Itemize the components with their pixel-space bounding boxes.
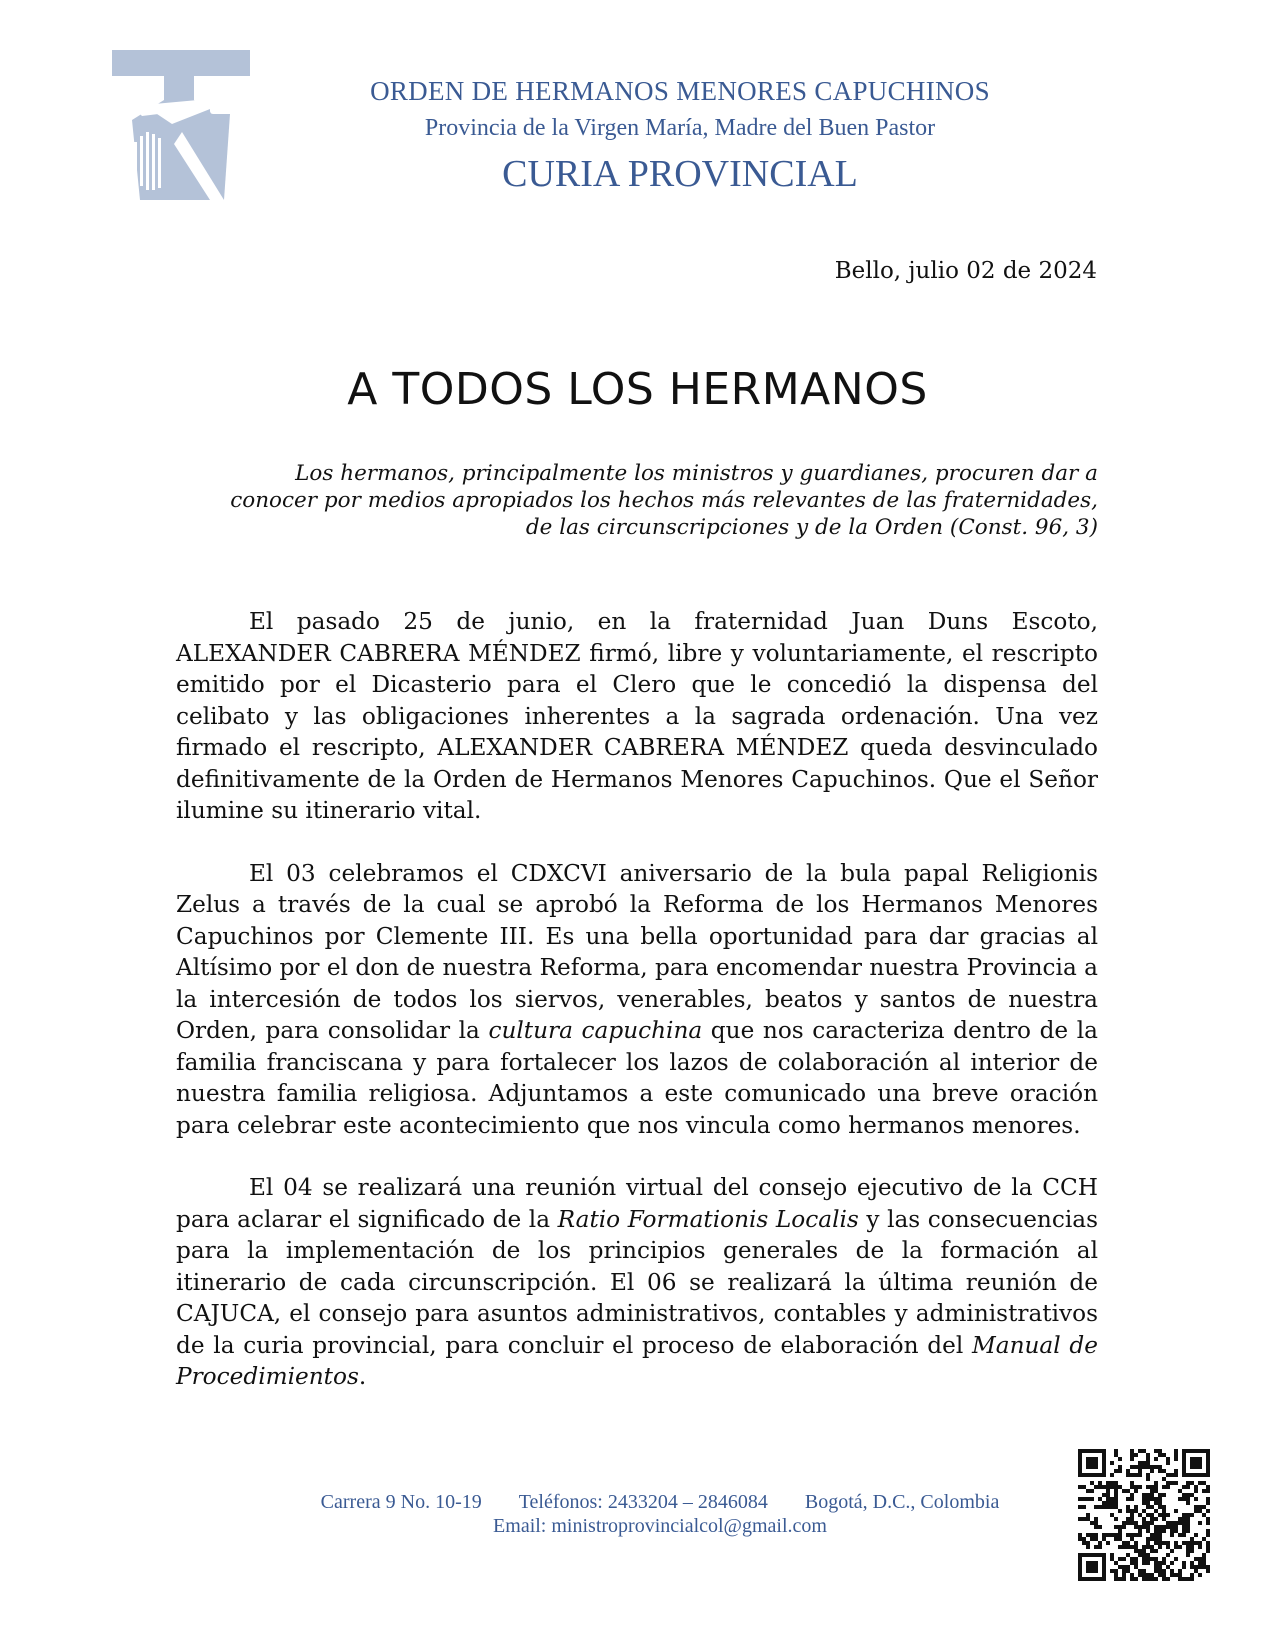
paragraph-text: que nos caracteriza dentro de la familia franciscana y para fortalecer los lazos de colaboración al interior de nuestra familia religiosa. Adjuntamos a este comunicado una breve oración para celebrar este acontecimiento que nos vincula como hermanos menores. — [176, 1017, 1098, 1139]
letterhead — [250, 72, 1110, 200]
letter-date: Bello, julio 02 de 2024 — [834, 258, 1097, 284]
emphasis-text: cultura capuchina — [488, 1017, 703, 1044]
paragraph-dispensation: El pasado 25 de junio, en la fraternidad Juan Duns Escoto, ALEXANDER CABRERA MÉNDEZ firmó, libre y voluntariamente, el rescripto emitido por el Dicasterio para el Clero que le concedió la dispensa del celibato y las obligaciones inherentes a la sagrada ordenación. Una vez firmado el rescripto, ALEXANDER CABRERA MÉNDEZ queda desvinculado definitivamente de la Orden de Hermanos Menores Capuchinos. Que el Señor ilumine su itinerario vital. — [176, 608, 1098, 824]
footer-email: Email: ministroprovincialcol@gmail.com — [493, 1515, 827, 1537]
capuchin-tau-crest-icon — [112, 50, 250, 205]
letter-footer — [200, 1490, 1120, 1538]
constitution-quote — [176, 460, 1098, 541]
paragraph-text: El 04 se realizará una reunión virtual del consejo ejecutivo de la CCH para aclarar el significado de la — [176, 1174, 1098, 1233]
quote-line: conocer por medios apropiados los hechos más relevantes de las fraternidades, — [230, 488, 1098, 513]
order-name: ORDEN DE HERMANOS MENORES CAPUCHINOS — [370, 76, 990, 106]
emphasis-text: Manual de Procedimientos — [176, 1331, 1098, 1390]
paragraph-text: . — [358, 1363, 367, 1390]
province-name: Provincia de la Virgen María, Madre del Buen Pastor — [424, 115, 936, 141]
paragraph-meetings — [176, 1172, 1098, 1393]
footer-contact-line — [200, 1490, 1120, 1514]
letter-title: A TODOS LOS HERMANOS — [347, 364, 928, 415]
footer-address: Carrera 9 No. 10-19 — [320, 1491, 482, 1513]
emphasis-text: Ratio Formationis Localis — [557, 1205, 859, 1233]
quote-line: de las circunscripciones y de la Orden (Const. 96, 3) — [525, 515, 1098, 540]
footer-phones: Teléfonos: 2433204 – 2846084 — [518, 1491, 768, 1513]
letter-body — [176, 606, 1098, 1424]
quote-line: Los hermanos, principalmente los ministros y guardianes, procuren dar a — [295, 461, 1098, 486]
paragraph-anniversary — [176, 858, 1098, 1142]
paragraph-text: y las consecuencias para la implementación de los principios generales de la formación al itinerario de cada circunscripción. El 06 se realizará la última reunión de CAJUCA, el consejo para asuntos administrativos, contables y administrativos de la curia provincial, para concluir el proceso de elaboración del — [176, 1205, 1098, 1359]
curia-name: CURIA PROVINCIAL — [502, 153, 858, 195]
paragraph-text: El 03 celebramos el CDXCVI aniversario de la bula papal Religionis Zelus a través de la cual se aprobó la Reforma de los Hermanos Menores Capuchinos por Clemente III. Es una bella oportunidad para dar gracias al Altísimo por el don de nuestra Reforma, para encomendar nuestra Provincia a la intercesión de todos los siervos, venerables, beatos y santos de nuestra Orden, para consolidar la — [176, 859, 1098, 1044]
qr-code-icon — [1078, 1449, 1210, 1581]
footer-city: Bogotá, D.C., Colombia — [804, 1491, 1000, 1513]
